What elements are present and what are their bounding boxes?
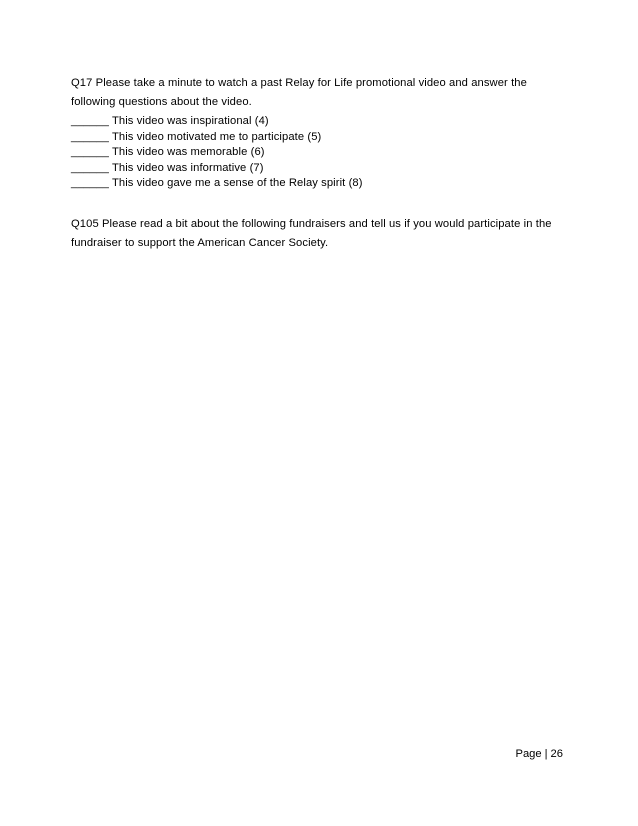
question-q105-text: Q105 Please read a bit about the following fundraisers and tell us if you would participate in the fundraiser to support the American Cancer Society. — [71, 218, 552, 249]
page-separator: | — [544, 748, 548, 760]
rating-item-label: This video was informative (7) — [111, 161, 264, 174]
question-q105 — [71, 215, 571, 253]
page-footer — [516, 747, 564, 761]
rating-item-label: This video was memorable (6) — [111, 146, 265, 159]
rating-blank[interactable]: ______ — [71, 177, 109, 190]
question-q17-items — [71, 114, 363, 192]
rating-item — [71, 161, 363, 177]
rating-blank[interactable]: ______ — [71, 161, 109, 174]
rating-item-label: This video gave me a sense of the Relay spirit (8) — [111, 177, 363, 190]
rating-item-label: This video motivated me to participate (5) — [111, 130, 322, 143]
question-q17 — [71, 74, 571, 112]
page-number: 26 — [550, 748, 563, 760]
rating-blank[interactable]: ______ — [71, 115, 109, 127]
rating-item — [71, 114, 363, 130]
rating-blank[interactable]: ______ — [71, 130, 109, 143]
rating-item — [71, 130, 363, 146]
page-label: Page — [515, 748, 542, 760]
rating-item-label: This video was inspirational (4) — [111, 115, 269, 127]
rating-blank[interactable]: ______ — [71, 146, 109, 159]
question-q17-text: Q17 Please take a minute to watch a past Relay for Life promotional video and answer the following questions about the video. — [71, 77, 527, 108]
rating-item — [71, 176, 363, 192]
rating-item — [71, 145, 363, 161]
